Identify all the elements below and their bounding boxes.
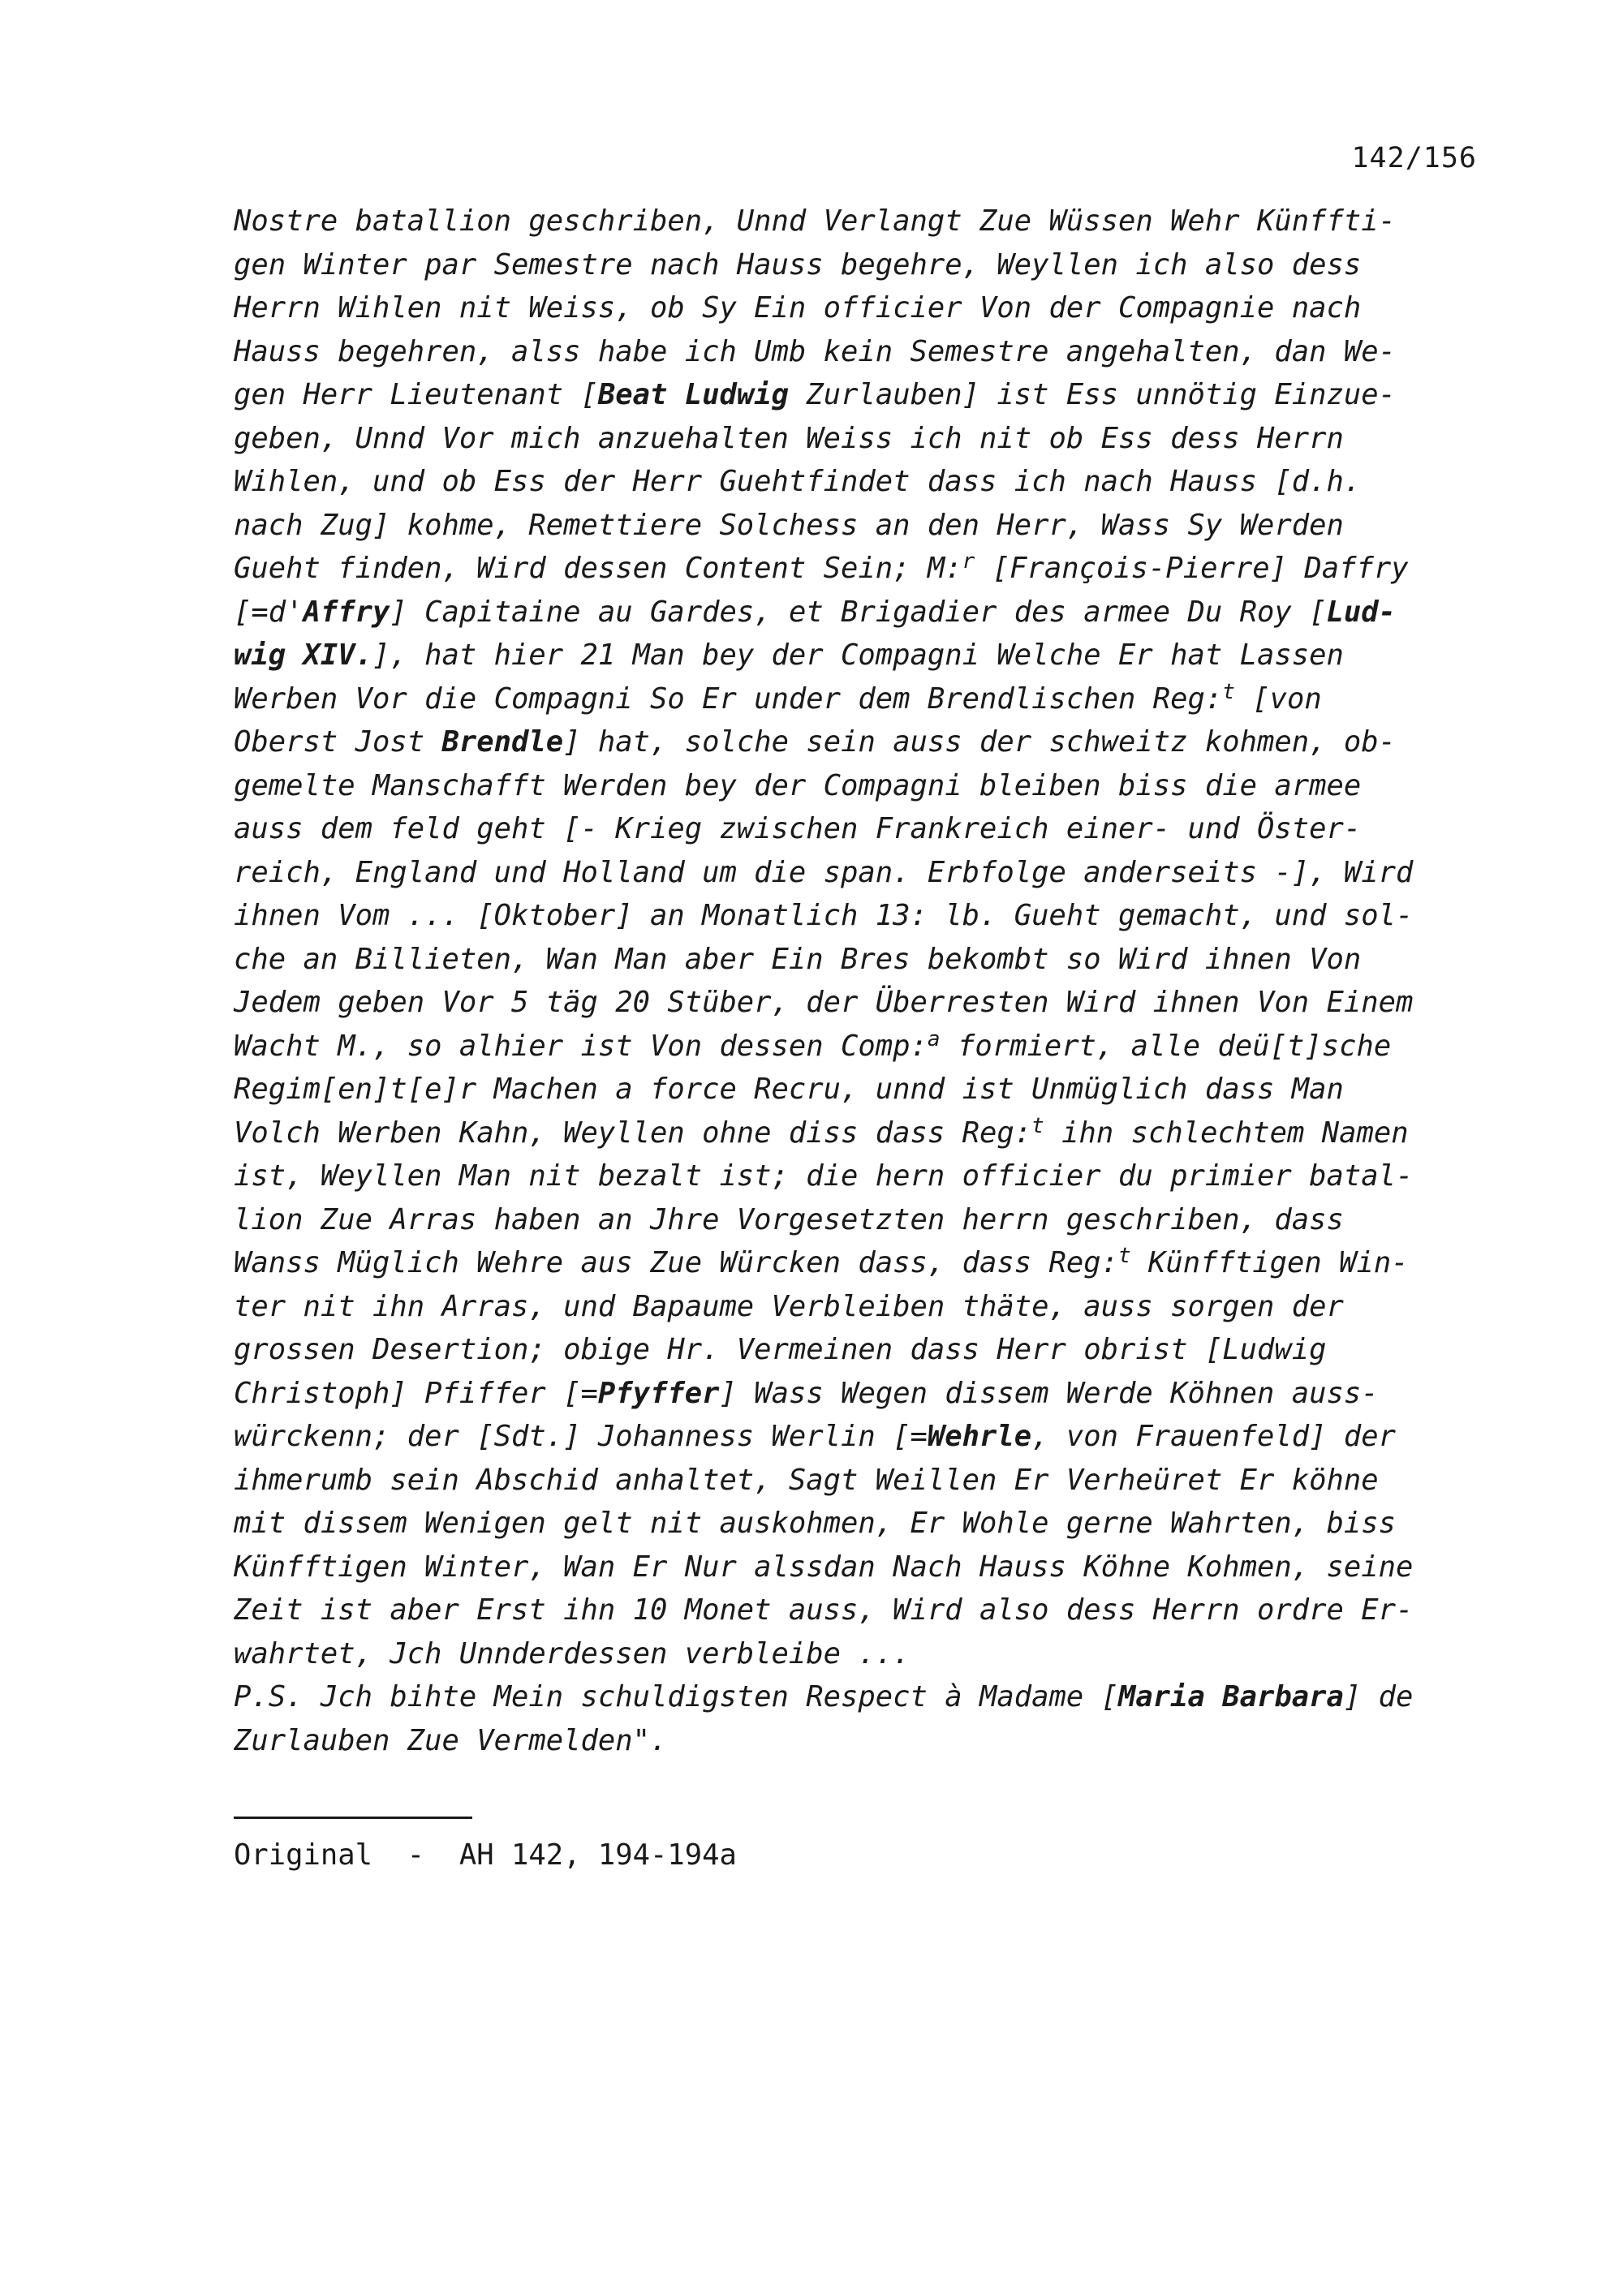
- text-segment: ihmerumb sein Abschid anhaltet, Sagt Weillen Er Verheüret Er köhne: [234, 1463, 1379, 1497]
- letter-line: [234, 417, 1477, 461]
- letter-line: [234, 1241, 1477, 1285]
- letter-line: [234, 1025, 1477, 1068]
- text-segment: Künfftigen Winter, Wan Er Nur alssdan Nach Hauss Köhne Kohmen, seine: [234, 1550, 1414, 1584]
- letter-line: [234, 1502, 1477, 1546]
- text-segment: Zurlauben Zue Vermelden".: [234, 1723, 668, 1757]
- text-segment: Werben Vor die Compagni So Er under dem Brendlischen Reg:: [234, 681, 1223, 716]
- text-segment: ter nit ihn Arras, und Bapaume Verbleiben thäte, auss sorgen der: [234, 1289, 1344, 1323]
- letter-line: [234, 330, 1477, 374]
- letter-line: [234, 1285, 1477, 1329]
- highlighted-name: Brendle: [441, 725, 564, 759]
- highlighted-name: Lud-: [1326, 595, 1397, 629]
- text-segment: formiert, alle deü[t]sche: [940, 1029, 1392, 1063]
- text-segment: Regim[en]t[e]r Machen a force Recru, unnd ist Unmüglich dass Man: [234, 1073, 1344, 1106]
- letter-line: [234, 1589, 1477, 1632]
- text-segment: Zurlauben] ist Ess unnötig Einzue-: [788, 378, 1397, 411]
- text-segment: P.S. Jch bihte Mein schuldigsten Respect à Madame [: [234, 1680, 1119, 1713]
- text-segment: Volch Werben Kahn, Weyllen ohne diss dass Reg:: [234, 1116, 1032, 1150]
- text-segment: nach Zug] kohme, Remettiere Solchess an den Herr, Wass Sy Werden: [234, 508, 1344, 542]
- letter-line: [234, 764, 1477, 808]
- letter-line: [234, 1632, 1477, 1676]
- source-reference: Original - AH 142, 194-194a: [234, 1838, 737, 1872]
- highlighted-name: wig XIV.: [234, 638, 372, 672]
- text-segment: reich, England und Holland um die span. Erbfolge anderseits -], Wird: [234, 855, 1414, 889]
- highlighted-name: Pfyffer: [597, 1376, 720, 1410]
- text-segment: geben, Unnd Vor mich anzuehalten Weiss ich nit ob Ess dess Herrn: [234, 421, 1344, 455]
- letter-line: [234, 981, 1477, 1025]
- letter-line: [234, 677, 1477, 721]
- text-segment: ] hat, solche sein auss der schweitz kohmen, ob-: [563, 725, 1397, 759]
- letter-line: [234, 591, 1477, 634]
- letter-line: [234, 938, 1477, 982]
- letter-line: [234, 1415, 1477, 1459]
- superscript-abbreviation: r: [962, 549, 975, 574]
- letter-line: [234, 243, 1477, 287]
- text-segment: , von Frauenfeld] der: [1031, 1420, 1397, 1453]
- letter-line: [234, 1546, 1477, 1589]
- letter-line: [234, 720, 1477, 764]
- letter-line: [234, 851, 1477, 895]
- text-segment: Gueht finden, Wird dessen Content Sein; M:: [234, 552, 962, 585]
- text-segment: Wacht M., so alhier ist Von dessen Comp:: [234, 1029, 928, 1063]
- text-segment: Wihlen, und ob Ess der Herr Guehtfindet dass ich nach Hauss [d.h.: [234, 465, 1362, 498]
- superscript-abbreviation: t: [1031, 1113, 1044, 1138]
- footnote-divider: [234, 1817, 472, 1819]
- text-segment: Nostre batallion geschriben, Unnd Verlangt Zue Wüssen Wehr Künffti-: [234, 204, 1396, 238]
- text-segment: [von: [1234, 681, 1322, 716]
- text-segment: Christoph] Pfiffer [=: [234, 1376, 598, 1410]
- letter-line: [234, 1328, 1477, 1372]
- letter-line: [234, 1459, 1477, 1503]
- letter-line: [234, 634, 1477, 677]
- letter-line: [234, 1719, 1477, 1763]
- text-segment: che an Billieten, Wan Man aber Ein Bres bekombt so Wird ihnen Von: [234, 942, 1362, 976]
- text-segment: würckenn; der [Sdt.] Johanness Werlin [=: [234, 1420, 928, 1453]
- text-segment: lion Zue Arras haben an Jhre Vorgesetzten herrn geschriben, dass: [234, 1202, 1344, 1236]
- letter-line: [234, 1675, 1477, 1719]
- text-segment: ihnen Vom ... [Oktober] an Monatlich 13: lb. Gueht gemacht, und sol-: [234, 899, 1414, 932]
- highlighted-name: Maria Barbara: [1118, 1680, 1344, 1713]
- text-segment: grossen Desertion; obige Hr. Vermeinen dass Herr obrist [Ludwig: [234, 1333, 1327, 1366]
- letter-line: [234, 807, 1477, 851]
- text-segment: ] Capitaine au Gardes, et Brigadier des armee Du Roy [: [390, 595, 1327, 629]
- text-segment: Jedem geben Vor 5 täg 20 Stüber, der Überresten Wird ihnen Von Einem: [234, 986, 1414, 1019]
- text-segment: mit dissem Wenigen gelt nit auskohmen, Er Wohle gerne Wahrten, biss: [234, 1507, 1396, 1540]
- highlighted-name: Affry: [303, 595, 390, 629]
- text-segment: Herrn Wihlen nit Weiss, ob Sy Ein officier Von der Compagnie nach: [234, 291, 1362, 325]
- letter-line: [234, 373, 1477, 417]
- text-segment: gemelte Manschafft Werden bey der Compagni bleiben biss die armee: [234, 768, 1362, 802]
- text-segment: Wanss Müglich Wehre aus Zue Würcken dass, dass Reg:: [234, 1246, 1119, 1279]
- text-segment: wahrtet, Jch Unnderdessen verbleibe ...: [234, 1636, 911, 1670]
- letter-line: [234, 547, 1477, 591]
- letter-line: [234, 1372, 1477, 1416]
- text-segment: gen Winter par Semestre nach Hauss begehre, Weyllen ich also dess: [234, 247, 1362, 282]
- letter-line: [234, 504, 1477, 548]
- text-segment: [François-Pierre] Daffry: [975, 552, 1409, 585]
- letter-body: [234, 200, 1477, 1762]
- letter-line: [234, 1111, 1477, 1155]
- superscript-abbreviation: t: [1118, 1244, 1131, 1268]
- highlighted-name: Beat Ludwig: [597, 378, 789, 411]
- letter-line: [234, 286, 1477, 330]
- superscript-abbreviation: t: [1222, 679, 1235, 704]
- superscript-abbreviation: a: [927, 1026, 941, 1051]
- text-segment: auss dem feld geht [- Krieg zwischen Frankreich einer- und Öster-: [234, 812, 1362, 845]
- text-segment: Hauss begehren, alss habe ich Umb kein Semestre angehalten, dan We-: [234, 334, 1396, 368]
- text-segment: Künfftigen Win-: [1130, 1246, 1409, 1279]
- highlighted-name: Wehrle: [927, 1420, 1032, 1453]
- text-segment: ] de: [1343, 1680, 1414, 1713]
- text-segment: ist, Weyllen Man nit bezalt ist; die hern officier du primier batal-: [234, 1159, 1414, 1193]
- text-segment: gen Herr Lieutenant [: [234, 378, 598, 411]
- letter-line: [234, 460, 1477, 504]
- text-segment: Zeit ist aber Erst ihn 10 Monet auss, Wird also dess Herrn ordre Er-: [234, 1593, 1414, 1627]
- text-segment: ] Wass Wegen dissem Werde Köhnen auss-: [719, 1376, 1379, 1410]
- text-segment: Oberst Jost: [234, 725, 442, 759]
- letter-line: [234, 1198, 1477, 1242]
- text-segment: ], hat hier 21 Man bey der Compagni Welche Er hat Lassen: [372, 638, 1344, 672]
- text-segment: ihn schlechtem Namen: [1044, 1116, 1409, 1150]
- page-number: 142/156: [1351, 142, 1477, 174]
- text-segment: [=d': [234, 595, 304, 629]
- letter-line: [234, 1154, 1477, 1198]
- letter-line: [234, 894, 1477, 938]
- letter-line: [234, 200, 1477, 243]
- letter-line: [234, 1068, 1477, 1111]
